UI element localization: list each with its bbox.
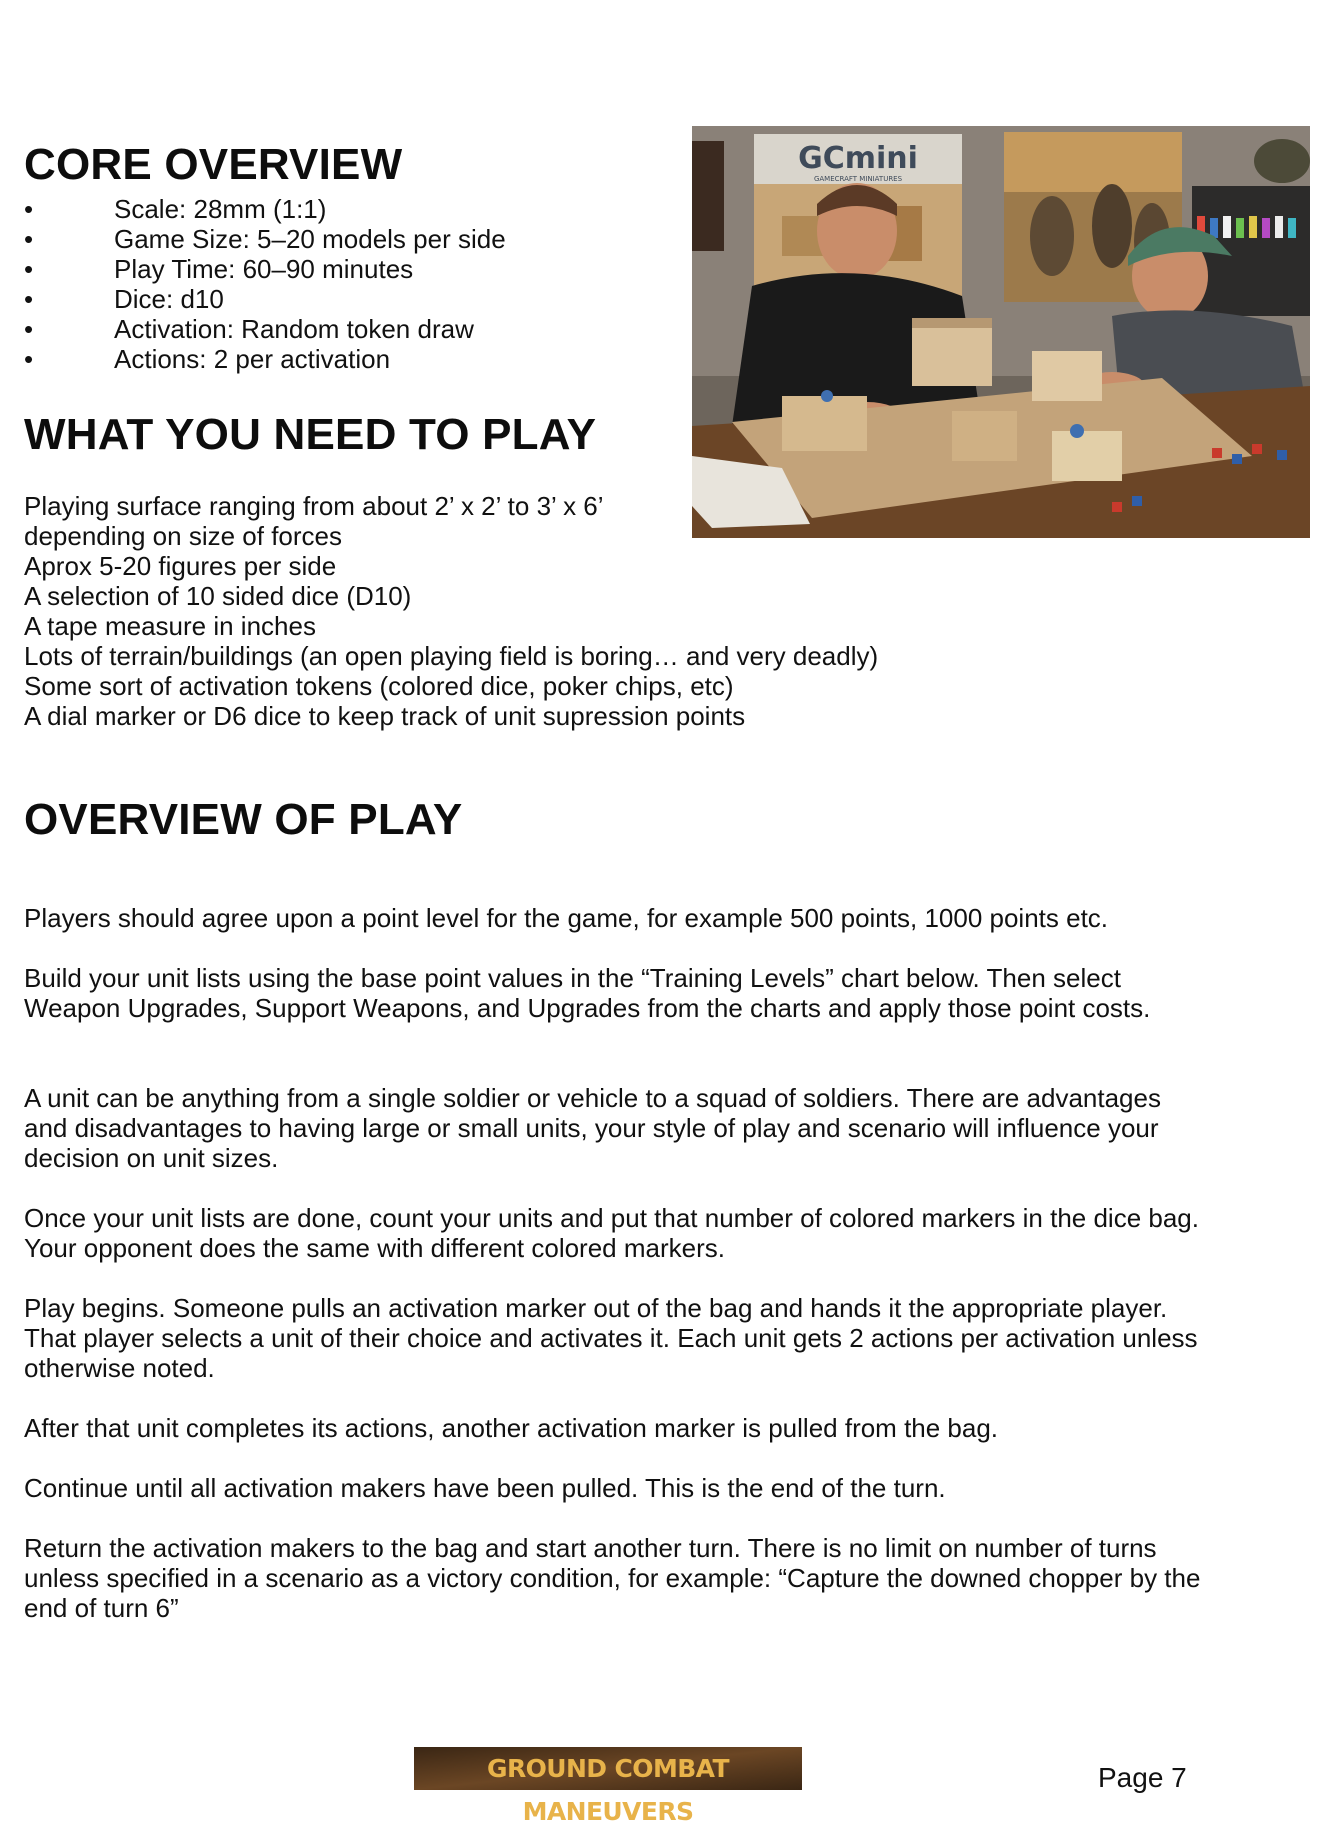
list-item: • Activation: Random token draw	[24, 314, 474, 344]
poster-tagline: GAMECRAFT MINIATURES	[813, 175, 903, 183]
paragraph: After that unit completes its actions, another activation marker is pulled from the bag.	[24, 1413, 999, 1443]
bullet-icon: •	[24, 194, 34, 224]
list-item: A dial marker or D6 dice to keep track of unit supression points	[24, 701, 746, 731]
bullet-icon: •	[24, 254, 34, 284]
list-item: Aprox 5-20 figures per side	[24, 551, 337, 581]
list-item: • Play Time: 60–90 minutes	[24, 254, 414, 284]
poster-brand: GCmini	[798, 141, 918, 176]
list-item: Some sort of activation tokens (colored dice, poker chips, etc)	[24, 671, 734, 701]
footer-logo	[414, 1747, 802, 1826]
bullet-icon: •	[24, 284, 34, 314]
list-item: depending on size of forces	[24, 521, 342, 551]
list-item: Lots of terrain/buildings (an open playing field is boring… and very deadly)	[24, 641, 879, 671]
page-number: Page 7	[1098, 1762, 1187, 1793]
core-overview-list	[24, 194, 664, 374]
bullet-icon: •	[24, 224, 34, 254]
list-item: • Game Size: 5–20 models per side	[24, 224, 506, 254]
paragraph: Continue until all activation makers have been pulled. This is the end of the turn.	[24, 1473, 946, 1503]
list-item: • Actions: 2 per activation	[24, 344, 391, 374]
bullet-icon: •	[24, 344, 34, 374]
paragraph: Once your unit lists are done, count your units and put that number of colored markers in the dice bag. Your opponent does the same with different colored markers.	[24, 1203, 1199, 1263]
paragraph: A unit can be anything from a single soldier or vehicle to a squad of soldiers. There are advantages and disadvantages to having large or small units, your style of play and scenario will influence your decision on unit sizes.	[24, 1083, 1161, 1173]
what-you-need-heading: WHAT YOU NEED TO PLAY	[24, 410, 597, 459]
list-item: A selection of 10 sided dice (D10)	[24, 581, 412, 611]
bullet-icon: •	[24, 314, 34, 344]
footer-logo-text: GROUND COMBAT MANEUVERS	[487, 1754, 729, 1826]
list-item: • Scale: 28mm (1:1)	[24, 194, 327, 224]
core-overview-heading: CORE OVERVIEW	[24, 140, 403, 189]
list-item: • Dice: d10	[24, 284, 224, 314]
list-item: A tape measure in inches	[24, 611, 316, 641]
overview-of-play-heading: OVERVIEW OF PLAY	[24, 795, 463, 844]
paragraph: Players should agree upon a point level for the game, for example 500 points, 1000 points etc.	[24, 903, 1109, 933]
gaming-table-photo	[692, 126, 1310, 538]
paragraph: Build your unit lists using the base point values in the “Training Levels” chart below. Then select Weapon Upgrades, Support Weapons, and Upgrades from the charts and apply those point costs.	[24, 963, 1151, 1023]
paragraph: Play begins. Someone pulls an activation marker out of the bag and hands it the appropriate player. That player selects a unit of their choice and activates it. Each unit gets 2 actions per activation unless otherwise noted.	[24, 1293, 1198, 1383]
what-you-need-list	[24, 491, 878, 731]
list-item: Playing surface ranging from about 2’ x 2’ to 3’ x 6’	[24, 491, 604, 521]
paragraph: Return the activation makers to the bag and start another turn. There is no limit on number of turns unless specified in a scenario as a victory condition, for example: “Capture the downed chopper by the end of turn 6”	[24, 1533, 1201, 1623]
